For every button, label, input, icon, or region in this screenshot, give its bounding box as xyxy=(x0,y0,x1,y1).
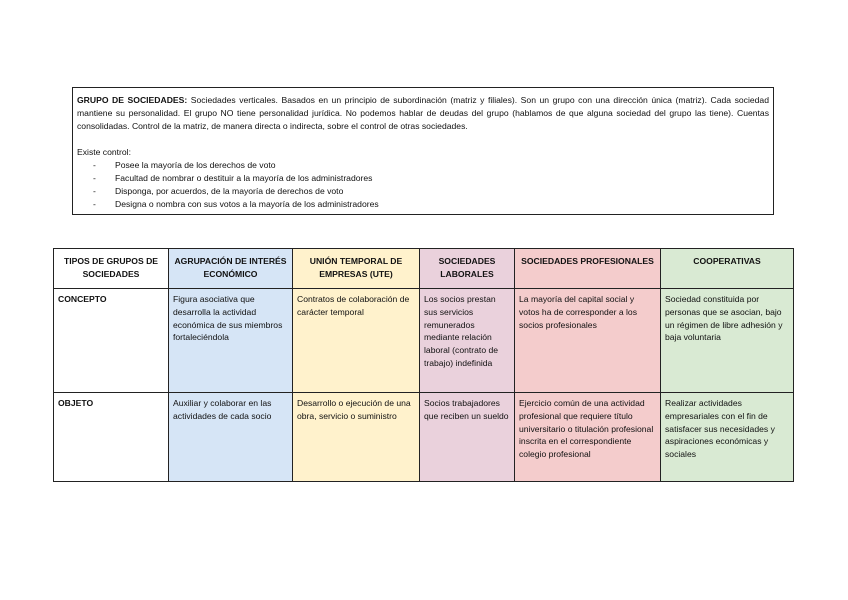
table-row xyxy=(54,393,794,482)
table-row xyxy=(54,289,794,393)
table-cell: Figura asociativa que desarrolla la actividad económica de sus miembros fortaleciéndola xyxy=(169,289,293,393)
control-list xyxy=(77,159,769,211)
table-cell: Ejercicio común de una actividad profesional que requiere título universitario o titulación profesional inscrita en el correspondiente colegio profesional xyxy=(515,393,661,482)
table-header-row xyxy=(54,249,794,289)
header-tipos: TIPOS DE GRUPOS DE SOCIEDADES xyxy=(54,249,169,289)
control-item: - Designa o nombra con sus votos a la mayoría de los administradores xyxy=(93,198,769,211)
intro-label: GRUPO DE SOCIEDADES: xyxy=(77,95,188,105)
table-cell: Sociedad constituida por personas que se asocian, bajo un régimen de libre adhesión y baja voluntaria xyxy=(661,289,794,393)
table-cell: Desarrollo o ejecución de una obra, servicio o suministro xyxy=(293,393,420,482)
table-cell: Los socios prestan sus servicios remunerados mediante relación laboral (contrato de trabajo) indefinida xyxy=(420,289,515,393)
header-profesionales: SOCIEDADES PROFESIONALES xyxy=(515,249,661,289)
table-cell: Socios trabajadores que reciben un sueldo xyxy=(420,393,515,482)
table-cell: La mayoría del capital social y votos ha de corresponder a los socios profesionales xyxy=(515,289,661,393)
intro-box xyxy=(72,87,774,215)
header-laborales: SOCIEDADES LABORALES xyxy=(420,249,515,289)
intro-text: Sociedades verticales. Basados en un principio de subordinación (matriz y filiales). Son un grupo con una dirección única (matriz). Cada sociedad mantiene su personalidad. El grupo NO tiene personalidad jurídica. No podemos hablar de deudas del grupo (hablamos de que alguna sociedad del grupo las tiene). Cuentas consolidadas. Control de la matriz, de manera directa o indirecta, sobre el control de otras sociedades. xyxy=(77,95,769,131)
control-item: - Disponga, por acuerdos, de la mayoría de derechos de voto xyxy=(93,185,769,198)
intro-paragraph xyxy=(77,94,769,133)
header-cooperativas: COOPERATIVAS xyxy=(661,249,794,289)
header-ute: UNIÓN TEMPORAL DE EMPRESAS (UTE) xyxy=(293,249,420,289)
control-item: - Posee la mayoría de los derechos de voto xyxy=(93,159,769,172)
table-cell: Realizar actividades empresariales con el fin de satisfacer sus necesidades y aspiraciones económicas y sociales xyxy=(661,393,794,482)
row-label-concepto: CONCEPTO xyxy=(54,289,169,393)
row-label-objeto: OBJETO xyxy=(54,393,169,482)
control-title: Existe control: xyxy=(77,147,131,157)
societies-table xyxy=(53,248,794,482)
table-cell: Auxiliar y colaborar en las actividades de cada socio xyxy=(169,393,293,482)
control-item: - Facultad de nombrar o destituir a la mayoría de los administradores xyxy=(93,172,769,185)
header-agrupacion: AGRUPACIÓN DE INTERÉS ECONÓMICO xyxy=(169,249,293,289)
table-cell: Contratos de colaboración de carácter temporal xyxy=(293,289,420,393)
